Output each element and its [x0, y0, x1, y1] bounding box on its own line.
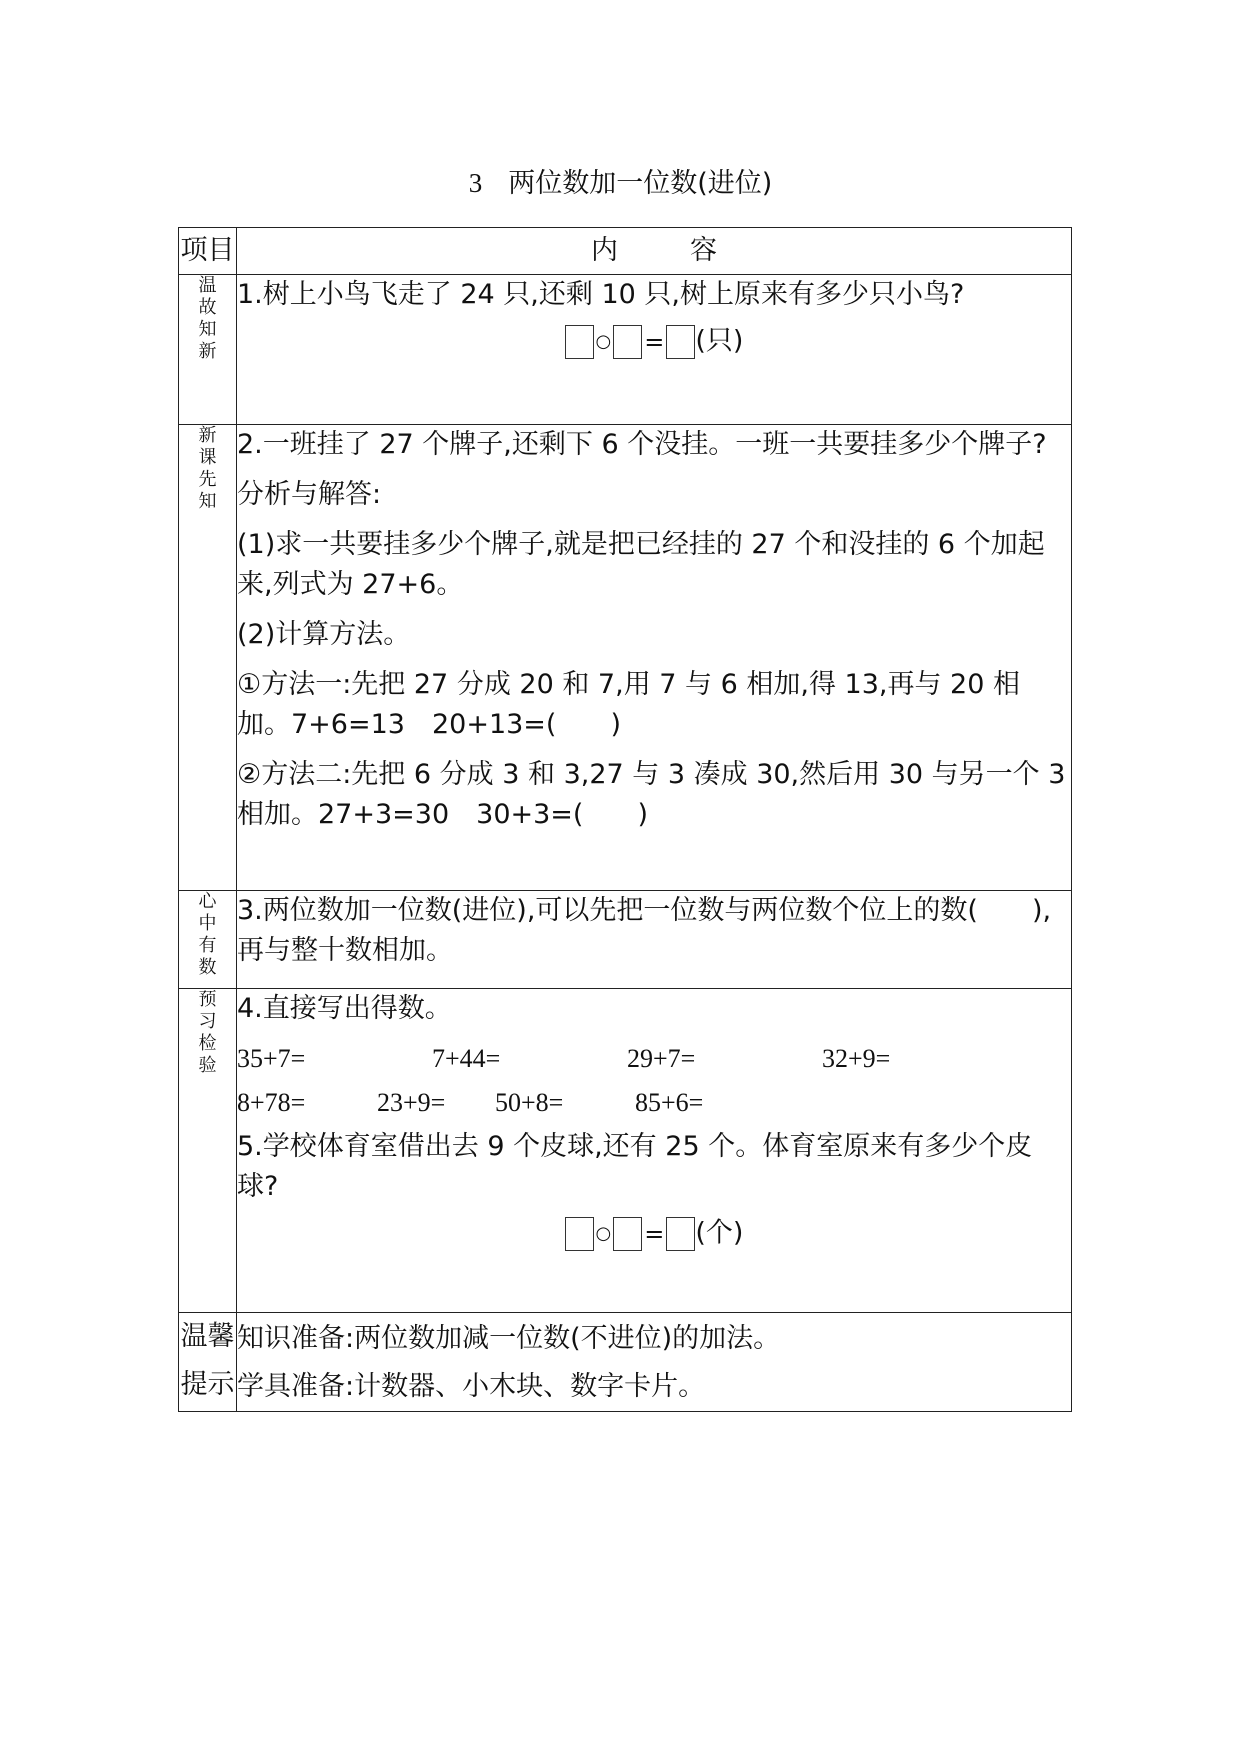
operator-circle[interactable]: ○ — [595, 1222, 612, 1244]
review-label: 温 故 知 新 — [179, 275, 237, 425]
answer-box[interactable] — [565, 325, 594, 359]
equation-item[interactable]: 23+9= — [377, 1088, 446, 1117]
question-2: 2.一班挂了 27 个牌子,还剩下 6 个没挂。一班一共要挂多少个牌子? — [237, 429, 1047, 460]
question-4: 4.直接写出得数。 — [237, 993, 452, 1024]
check-content — [237, 989, 1072, 1313]
review-row — [179, 275, 1072, 425]
tips-content — [237, 1313, 1072, 1412]
review-content — [237, 275, 1072, 425]
header-row — [179, 228, 1072, 275]
tips-label: 温馨提示 — [179, 1313, 237, 1412]
step-2: (2)计算方法。 — [237, 619, 411, 650]
tip-line-2: 学具准备:计数器、小木块、数字卡片。 — [237, 1371, 706, 1402]
unit-label: (只) — [695, 325, 744, 357]
equation-item[interactable]: 29+7= — [627, 1044, 696, 1073]
header-side: 项目 — [179, 228, 237, 275]
summary-content — [237, 891, 1072, 989]
equals-sign: = — [644, 1219, 665, 1248]
answer-box[interactable] — [666, 1217, 695, 1251]
answer-equation-1 — [237, 321, 1071, 362]
header-main-left: 内 — [591, 235, 618, 266]
method-2: ②方法二:先把 6 分成 3 和 3,27 与 3 凑成 30,然后用 30 与另一个 3 相加。27+3=30 30+3=( ) — [237, 759, 1066, 830]
equation-item[interactable]: 85+6= — [635, 1088, 704, 1117]
tip-line-1: 知识准备:两位数加减一位数(不进位)的加法。 — [237, 1323, 781, 1354]
equation-row-2 — [237, 1083, 1071, 1123]
answer-box[interactable] — [565, 1217, 594, 1251]
answer-box[interactable] — [666, 325, 695, 359]
equation-item[interactable]: 7+44= — [432, 1044, 501, 1073]
answer-box[interactable] — [613, 325, 642, 359]
page-title — [0, 166, 1241, 201]
title-number: 3 — [468, 168, 483, 198]
equation-item[interactable]: 32+9= — [822, 1044, 891, 1073]
new-lesson-content — [237, 425, 1072, 891]
equation-item[interactable]: 50+8= — [495, 1088, 564, 1117]
summary-row — [179, 891, 1072, 989]
new-lesson-label: 新 课 先 知 — [179, 425, 237, 891]
title-text: 两位数加一位数(进位) — [508, 168, 773, 199]
question-1: 1.树上小鸟飞走了 24 只,还剩 10 只,树上原来有多少只小鸟? — [237, 279, 965, 310]
unit-label: (个) — [695, 1217, 744, 1249]
operator-circle[interactable]: ○ — [595, 330, 612, 352]
check-label: 预 习 检 验 — [179, 989, 237, 1313]
tips-row — [179, 1313, 1072, 1412]
header-main — [237, 228, 1072, 275]
lesson-table — [178, 227, 1072, 1412]
analysis-heading: 分析与解答: — [237, 479, 382, 510]
step-1: (1)求一共要挂多少个牌子,就是把已经挂的 27 个和没挂的 6 个加起来,列式为 27+6。 — [237, 529, 1045, 600]
new-lesson-row — [179, 425, 1072, 891]
question-5: 5.学校体育室借出去 9 个皮球,还有 25 个。体育室原来有多少个皮球? — [237, 1131, 1033, 1202]
question-3: 3.两位数加一位数(进位),可以先把一位数与两位数个位上的数( ),再与整十数相加。 — [237, 895, 1052, 966]
equals-sign: = — [644, 327, 665, 356]
method-1: ①方法一:先把 27 分成 20 和 7,用 7 与 6 相加,得 13,再与 20 相加。7+6=13 20+13=( ) — [237, 669, 1020, 740]
answer-equation-5 — [237, 1213, 1071, 1254]
check-row — [179, 989, 1072, 1313]
header-main-right: 容 — [690, 235, 717, 266]
equation-item[interactable]: 35+7= — [237, 1044, 306, 1073]
answer-box[interactable] — [613, 1217, 642, 1251]
equation-row-1 — [237, 1039, 1071, 1079]
equation-item[interactable]: 8+78= — [237, 1088, 306, 1117]
summary-label: 心 中 有 数 — [179, 891, 237, 989]
